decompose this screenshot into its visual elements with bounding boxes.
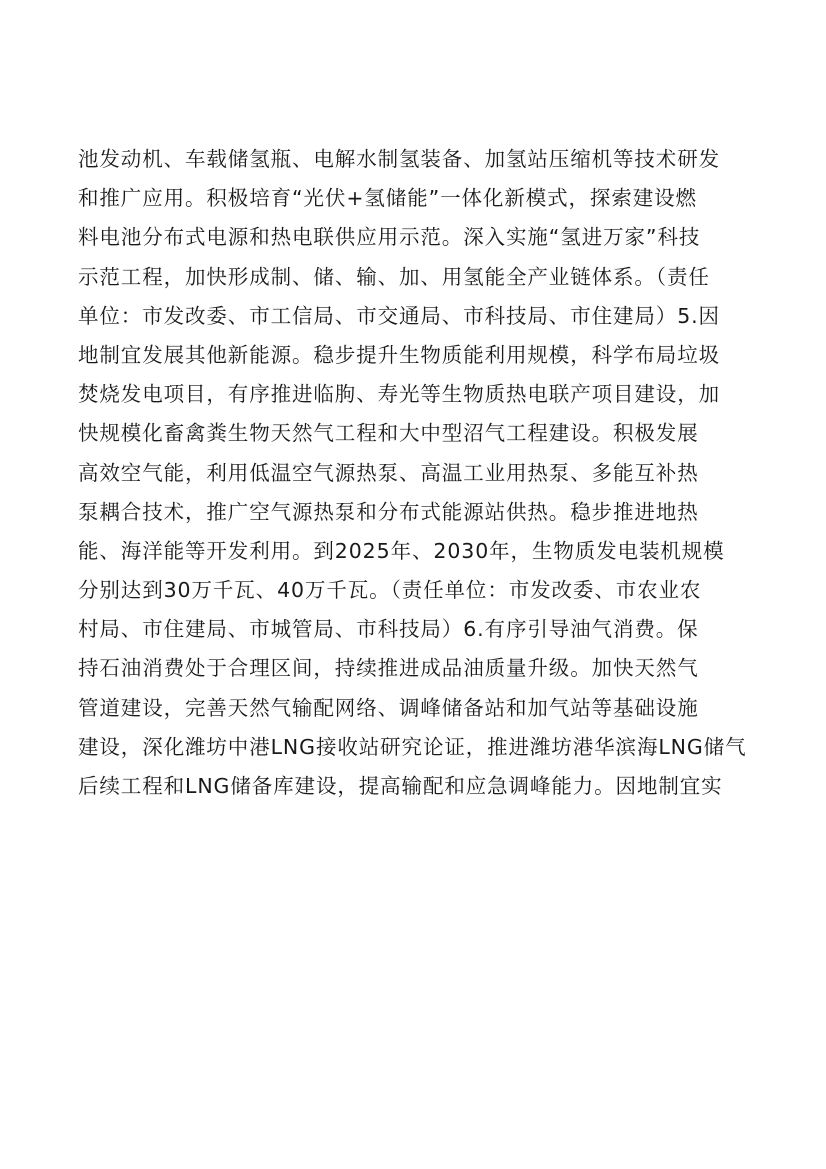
body-text: [78, 140, 758, 806]
text-line: 焚烧发电项目，有序推进临朐、寿光等生物质热电联产项目建设，加: [78, 382, 720, 407]
text-line: 泵耦合技术，推广空气源热泵和分布式能源站供热。稳步推进地热: [78, 499, 699, 524]
text-line: 和推广应用。积极培育“光伏+氢储能”一体化新模式，探索建设燃: [78, 186, 697, 211]
text-line: 建设，深化潍坊中港LNG接收站研究论证，推进潍坊港华滨海LNG储气: [78, 734, 747, 759]
text-line: 村局、市住建局、市城管局、市科技局）6.有序引导油气消费。保: [78, 617, 699, 642]
text-line: 单位：市发改委、市工信局、市交通局、市科技局、市住建局）5.因: [78, 303, 720, 328]
text-line: 管道建设，完善天然气输配网络、调峰储备站和加气站等基础设施: [78, 695, 699, 720]
text-line: 后续工程和LNG储备库建设，提高输配和应急调峰能力。因地制宜实: [78, 774, 723, 798]
text-line: 地制宜发展其他新能源。稳步提升生物质能利用规模，科学布局垃圾: [78, 342, 720, 367]
text-line: 料电池分布式电源和热电联供应用示范。深入实施“氢进万家”科技: [78, 225, 701, 250]
text-line: 示范工程，加快形成制、储、输、加、用氢能全产业链体系。（责任: [78, 264, 710, 289]
text-line: 池发动机、车载储氢瓶、电解水制氢装备、加氢站压缩机等技术研发: [78, 147, 720, 171]
text-line: 能、海洋能等开发利用。到2025年、2030年，生物质发电装机规模: [78, 538, 725, 563]
text-line: 高效空气能，利用低温空气源热泵、高温工业用热泵、多能互补热: [78, 460, 699, 485]
text-line: 分别达到30万千瓦、40万千瓦。（责任单位：市发改委、市农业农: [78, 578, 702, 603]
text-line: 持石油消费处于合理区间，持续推进成品油质量升级。加快天然气: [78, 656, 699, 681]
text-line: 快规模化畜禽粪生物天然气工程和大中型沼气工程建设。积极发展: [78, 421, 699, 446]
